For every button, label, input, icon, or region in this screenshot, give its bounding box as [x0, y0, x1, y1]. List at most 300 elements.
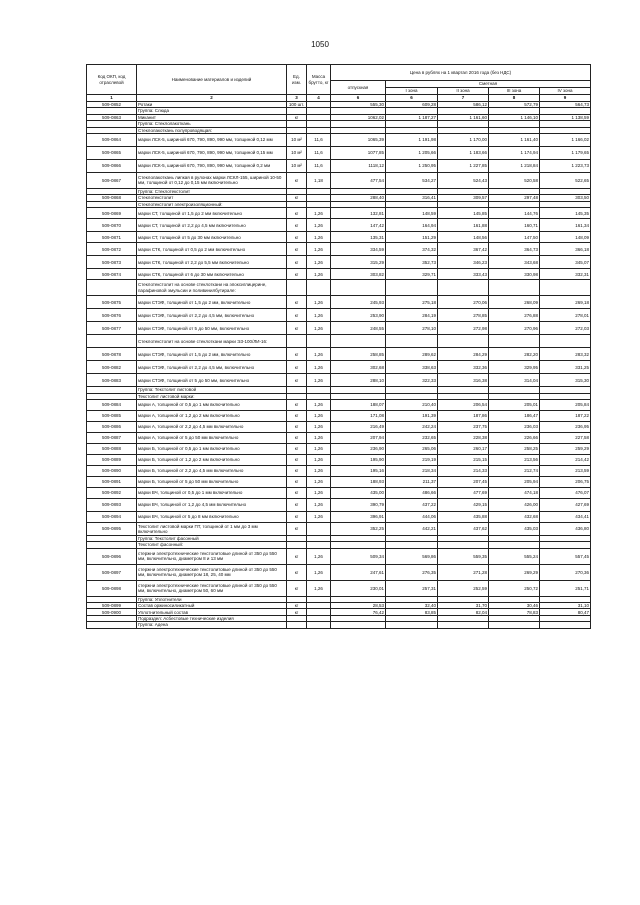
zone-2-price-cell: 346,23 [438, 256, 489, 269]
zone-3-price-cell: 258,25 [489, 443, 540, 454]
header-zone-4: IV зона [540, 88, 591, 95]
code-cell: 509-0875 [87, 296, 137, 309]
zone-2-price-cell: 207,45 [438, 476, 489, 487]
table-row [87, 432, 591, 443]
zone-3-price-cell: 555,24 [489, 548, 540, 564]
zone-1-price-cell: 1 191,98 [386, 133, 438, 146]
release-price-cell: 303,82 [331, 269, 386, 280]
name-cell: марки А, толщиной от 0,5 до 1 мм включительно [137, 399, 287, 410]
zone-2-price-cell: 1 170,00 [438, 133, 489, 146]
code-cell: 509-0888 [87, 443, 137, 454]
page-number: 1050 [311, 40, 329, 49]
table-row [87, 348, 591, 361]
unit-cell: кг [287, 399, 307, 410]
zone-3-price-cell: 572,79 [489, 102, 540, 108]
zone-1-price-cell: 569,86 [386, 548, 438, 564]
mass-cell: 1,26 [307, 580, 331, 596]
zone-3-price-cell: 205,01 [489, 399, 540, 410]
code-cell: 509-0889 [87, 454, 137, 465]
code-cell: 509-0884 [87, 399, 137, 410]
release-price-cell: 1118,12 [331, 159, 386, 172]
release-price-cell: 195,16 [331, 465, 386, 476]
name-cell: марки А, толщиной от 1,2 до 2 мм включительно [137, 410, 287, 421]
mass-cell: 1,26 [307, 432, 331, 443]
zone-4-price-cell: 1 166,02 [540, 133, 591, 146]
table-row [87, 580, 591, 596]
empty-cell [307, 622, 331, 628]
mass-cell: 1,26 [307, 208, 331, 219]
group-title: Группа: Адена [137, 622, 287, 628]
table-row [87, 361, 591, 374]
name-cell: Уплотнительный состав [137, 609, 287, 615]
unit-cell: кг [287, 511, 307, 522]
name-cell: марки Б, толщиной от 5 до 50 мм включительно [137, 476, 287, 487]
group-title: Группа: Стеклотекстолит [137, 188, 287, 194]
mass-cell: 1,26 [307, 476, 331, 487]
zone-3-price-cell: 186,47 [489, 410, 540, 421]
code-cell: 509-0869 [87, 208, 137, 219]
code-cell: 509-0899 [87, 603, 137, 609]
table-row [87, 269, 591, 280]
zone-4-price-cell: 1 179,65 [540, 146, 591, 159]
zone-2-price-cell: 367,42 [438, 243, 489, 256]
zone-2-price-cell: 278,85 [438, 309, 489, 322]
unit-cell: кг [287, 487, 307, 498]
release-price-cell: 188,07 [331, 399, 386, 410]
zone-4-price-cell: 187,22 [540, 410, 591, 421]
name-cell: стержни электротехнические текстолитовые длиной от 350 до 550 мм, включительно, диаметром 50, 60 мм [137, 580, 287, 596]
empty-cell [540, 280, 591, 296]
group-title: Стеклотекстолит электроизоляционный: [137, 201, 287, 207]
unit-cell: кг [287, 309, 307, 322]
zone-4-price-cell: 227,58 [540, 432, 591, 443]
zone-4-price-cell: 1 223,73 [540, 159, 591, 172]
release-price-cell: 230,01 [331, 580, 386, 596]
mass-cell: 1,26 [307, 421, 331, 432]
zone-1-price-cell: 289,62 [386, 348, 438, 361]
group-title: Стеклотекстолит на основе стеклоткани на эпоксиглицерине, парафиновой эмульсии и поливинилбутирале: [137, 280, 287, 296]
release-price-cell: 315,29 [331, 256, 386, 269]
zone-2-price-cell: 437,62 [438, 522, 489, 535]
table-row [87, 146, 591, 159]
zone-1-price-cell: 242,24 [386, 421, 438, 432]
code-cell: 509-0896 [87, 548, 137, 564]
zone-1-price-cell: 191,39 [386, 410, 438, 421]
zone-3-price-cell: 30,46 [489, 603, 540, 609]
table-row [87, 296, 591, 309]
column-number: 4 [307, 95, 331, 102]
name-cell: Стеклотекстолит [137, 195, 287, 201]
mass-cell: 11,6 [307, 159, 331, 172]
zone-2-price-cell: 429,15 [438, 498, 489, 511]
unit-cell: кг [287, 580, 307, 596]
unit-cell: кг [287, 498, 307, 511]
empty-cell [540, 622, 591, 628]
code-cell: 509-0890 [87, 465, 137, 476]
zone-3-price-cell: 343,68 [489, 256, 540, 269]
zone-4-price-cell: 476,07 [540, 487, 591, 498]
zone-1-price-cell: 210,40 [386, 399, 438, 410]
zone-2-price-cell: 31,70 [438, 603, 489, 609]
price-table [86, 64, 591, 629]
release-price-cell: 396,91 [331, 511, 386, 522]
zone-1-price-cell: 219,19 [386, 454, 438, 465]
group-title: Стеклолакоткань полупроводящая: [137, 127, 287, 133]
code-cell: 509-0863 [87, 114, 137, 120]
empty-cell [386, 280, 438, 296]
code-cell: 509-0898 [87, 580, 137, 596]
zone-3-price-cell: 282,20 [489, 348, 540, 361]
zone-3-price-cell: 364,73 [489, 243, 540, 256]
release-price-cell: 132,81 [331, 208, 386, 219]
zone-1-price-cell: 374,32 [386, 243, 438, 256]
mass-cell: 1,26 [307, 564, 331, 580]
name-cell: марки СТЭФ, толщиной от 2,2 до 4,5 мм, включительно [137, 309, 287, 322]
unit-cell: кг [287, 172, 307, 188]
name-cell: Стеклолакоткань липкая в рулонах марки ЛСКЛ-155, шириной 10-50 мм, толщиной от 0,12 до 0,15 мм включительно [137, 172, 287, 188]
header-estimate: Сметная [386, 81, 591, 88]
zone-2-price-cell: 252,59 [438, 580, 489, 596]
name-cell: Ротаки [137, 102, 287, 108]
zone-1-price-cell: 265,06 [386, 443, 438, 454]
name-cell: марки ВЧ, толщиной от 0,5 до 1 мм включительно [137, 487, 287, 498]
release-price-cell: 258,85 [331, 348, 386, 361]
zone-3-price-cell: 520,58 [489, 172, 540, 188]
code-cell: 509-0876 [87, 309, 137, 322]
mass-cell: 1,26 [307, 410, 331, 421]
unit-cell: кг [287, 208, 307, 219]
zone-3-price-cell: 160,71 [489, 219, 540, 232]
unit-cell: кг [287, 603, 307, 609]
table-row [87, 522, 591, 535]
zone-4-price-cell: 148,09 [540, 232, 591, 243]
group-row [87, 280, 591, 296]
header-unit: Ед. изм. [287, 65, 307, 95]
header-price-group: Цена в рублях на 1 квартал 2016 года (без НДС) [331, 65, 591, 81]
zone-1-price-cell: 284,19 [386, 309, 438, 322]
code-cell: 509-0886 [87, 421, 137, 432]
release-price-cell: 302,68 [331, 361, 386, 374]
release-price-cell: 1062,02 [331, 114, 386, 120]
code-cell: 509-0882 [87, 361, 137, 374]
code-cell: 509-0873 [87, 256, 137, 269]
name-cell: марки Б, толщиной от 0,5 до 1 мм включительно [137, 443, 287, 454]
zone-2-price-cell: 271,28 [438, 564, 489, 580]
table-row [87, 454, 591, 465]
code-cell: 509-0893 [87, 498, 137, 511]
name-cell: марки А, толщиной от 2,2 до 4,5 мм включительно [137, 421, 287, 432]
release-price-cell: 390,79 [331, 498, 386, 511]
mass-cell: 1,26 [307, 322, 331, 335]
zone-2-price-cell: 272,98 [438, 322, 489, 335]
zone-2-price-cell: 228,38 [438, 432, 489, 443]
release-price-cell: 135,31 [331, 232, 386, 243]
name-cell: марки А, толщиной от 5 до 50 мм включительно [137, 432, 287, 443]
zone-1-price-cell: 534,27 [386, 172, 438, 188]
code-cell: 509-0895 [87, 522, 137, 535]
name-cell: марки ЛСК-5, шириной 670, 790, 890, 990 мм, толщиной 0,2 мм [137, 159, 287, 172]
table-row [87, 465, 591, 476]
zone-1-price-cell: 1 187,27 [386, 114, 438, 120]
zone-3-price-cell: 330,98 [489, 269, 540, 280]
zone-3-price-cell: 474,18 [489, 487, 540, 498]
unit-cell: кг [287, 548, 307, 564]
unit-cell: кг [287, 232, 307, 243]
header-zone-2: II зона [438, 88, 489, 95]
code-cell [87, 622, 137, 628]
zone-4-price-cell: 206,75 [540, 476, 591, 487]
release-price-cell: 477,54 [331, 172, 386, 188]
empty-cell [386, 622, 438, 628]
empty-cell [438, 335, 489, 348]
release-price-cell: 288,40 [331, 195, 386, 201]
mass-cell: 1,26 [307, 399, 331, 410]
zone-1-price-cell: 151,29 [386, 232, 438, 243]
zone-3-price-cell: 226,66 [489, 432, 540, 443]
column-number: 9 [540, 95, 591, 102]
zone-1-price-cell: 352,73 [386, 256, 438, 269]
release-price-cell: 1077,85 [331, 146, 386, 159]
name-cell: марки СТЭФ, толщиной от 1,5 до 2 мм, включительно [137, 348, 287, 361]
release-price-cell: 216,49 [331, 421, 386, 432]
zone-4-price-cell: 345,07 [540, 256, 591, 269]
zone-4-price-cell: 1 138,59 [540, 114, 591, 120]
release-price-cell: 76,42 [331, 609, 386, 615]
zone-2-price-cell: 316,38 [438, 374, 489, 387]
mass-cell: 11,6 [307, 133, 331, 146]
name-cell: марки СТ, толщиной от 1,5 до 2 мм включительно [137, 208, 287, 219]
unit-cell: кг [287, 609, 307, 615]
zone-4-price-cell: 31,10 [540, 603, 591, 609]
zone-3-price-cell: 268,09 [489, 296, 540, 309]
unit-cell: кг [287, 243, 307, 256]
column-number: 1 [87, 95, 137, 102]
table-row [87, 243, 591, 256]
zone-3-price-cell: 213,56 [489, 454, 540, 465]
table-row [87, 476, 591, 487]
zone-1-price-cell: 278,10 [386, 322, 438, 335]
zone-3-price-cell: 432,68 [489, 511, 540, 522]
zone-3-price-cell: 1 174,94 [489, 146, 540, 159]
release-price-cell: 352,25 [331, 522, 386, 535]
column-number: 6 [386, 95, 438, 102]
zone-2-price-cell: 214,33 [438, 465, 489, 476]
zone-4-price-cell: 522,65 [540, 172, 591, 188]
name-cell: марки ЛСК-5, шириной 670, 790, 890, 990 мм, толщиной 0,12 мм [137, 133, 287, 146]
zone-3-price-cell: 147,50 [489, 232, 540, 243]
zone-1-price-cell: 329,71 [386, 269, 438, 280]
empty-cell [307, 335, 331, 348]
group-title: Подраздел: Асбестовые технические изделия [137, 615, 287, 621]
header-zone-3: III зона [489, 88, 540, 95]
zone-2-price-cell: 333,43 [438, 269, 489, 280]
zone-4-price-cell: 161,34 [540, 219, 591, 232]
zone-4-price-cell: 332,31 [540, 269, 591, 280]
header-release-price: отпускная [331, 81, 386, 95]
zone-4-price-cell: 331,25 [540, 361, 591, 374]
zone-4-price-cell: 145,35 [540, 208, 591, 219]
group-title: Группа: Текстолит фасонный [137, 535, 287, 541]
column-number-row [87, 95, 591, 102]
table-row [87, 172, 591, 188]
release-price-cell: 171,08 [331, 410, 386, 421]
unit-cell: кг [287, 374, 307, 387]
table-row [87, 498, 591, 511]
empty-cell [489, 280, 540, 296]
header-name: Наименование материалов и изделий [137, 65, 287, 95]
name-cell: марки СТК, толщиной от 0,5 до 2 мм включительно [137, 243, 287, 256]
name-cell: марки СТ, толщиной от 2,2 до 4,5 мм включительно [137, 219, 287, 232]
zone-4-price-cell: 270,36 [540, 564, 591, 580]
table-row [87, 511, 591, 522]
unit-cell: кг [287, 296, 307, 309]
zone-4-price-cell: 214,42 [540, 454, 591, 465]
code-cell: 509-0874 [87, 269, 137, 280]
zone-2-price-cell: 260,17 [438, 443, 489, 454]
unit-cell: кг [287, 421, 307, 432]
unit-cell: кг [287, 432, 307, 443]
zone-2-price-cell: 215,15 [438, 454, 489, 465]
zone-2-price-cell: 332,36 [438, 361, 489, 374]
zone-1-price-cell: 32,40 [386, 603, 438, 609]
name-cell: марки СТЭФ, толщиной от 5 до 50 мм, включительно [137, 374, 287, 387]
code-cell: 509-0883 [87, 374, 137, 387]
zone-3-price-cell: 1 218,84 [489, 159, 540, 172]
mass-cell: 1,26 [307, 465, 331, 476]
table-row [87, 399, 591, 410]
empty-cell [540, 335, 591, 348]
mass-cell: 1,18 [307, 172, 331, 188]
group-title: Группа: Уплотнители [137, 596, 287, 602]
name-cell: Состав оржиносиликатный [137, 603, 287, 609]
zone-2-price-cell: 309,57 [438, 195, 489, 201]
release-price-cell: 253,90 [331, 309, 386, 322]
zone-3-price-cell: 276,88 [489, 309, 540, 322]
code-cell: 509-0852 [87, 102, 137, 108]
group-title: Стеклотекстолит на основе стеклоткани марки ЭЗ-100/ЛИ-16: [137, 335, 287, 348]
zone-1-price-cell: 1 250,95 [386, 159, 438, 172]
zone-1-price-cell: 609,28 [386, 102, 438, 108]
code-cell: 509-0871 [87, 232, 137, 243]
zone-1-price-cell: 232,65 [386, 432, 438, 443]
zone-4-price-cell: 366,18 [540, 243, 591, 256]
group-row [87, 622, 591, 628]
mass-cell [307, 522, 331, 535]
code-cell: 509-0865 [87, 146, 137, 159]
zone-3-price-cell: 314,04 [489, 374, 540, 387]
mass-cell: 1,26 [307, 548, 331, 564]
zone-2-price-cell: 145,85 [438, 208, 489, 219]
zone-2-price-cell: 148,56 [438, 232, 489, 243]
zone-4-price-cell: 436,80 [540, 522, 591, 535]
name-cell: марки Б, толщиной от 1,2 до 2 мм включительно [137, 454, 287, 465]
zone-2-price-cell: 1 183,66 [438, 146, 489, 159]
table-row [87, 219, 591, 232]
name-cell: марки Б, толщиной от 2,2 до 4,5 мм включительно [137, 465, 287, 476]
code-cell: 509-0887 [87, 432, 137, 443]
unit-cell: кг [287, 256, 307, 269]
zone-3-price-cell: 297,48 [489, 195, 540, 201]
table-row [87, 208, 591, 219]
name-cell: марки СТЭФ, толщиной от 5 до 50 мм, включительно [137, 322, 287, 335]
release-price-cell: 195,90 [331, 454, 386, 465]
empty-cell [287, 622, 307, 628]
mass-cell: 11,6 [307, 146, 331, 159]
zone-4-price-cell: 205,84 [540, 399, 591, 410]
column-number: 8 [489, 95, 540, 102]
zone-4-price-cell: 278,01 [540, 309, 591, 322]
zone-4-price-cell: 564,73 [540, 102, 591, 108]
code-cell [87, 335, 137, 348]
zone-3-price-cell: 250,72 [489, 580, 540, 596]
name-cell: марки СТК, толщиной от 6 до 30 мм включительно [137, 269, 287, 280]
group-title: Группа: Слюда [137, 108, 287, 114]
zone-3-price-cell: 329,95 [489, 361, 540, 374]
empty-cell [489, 335, 540, 348]
code-cell: 509-0885 [87, 410, 137, 421]
release-price-cell: 147,42 [331, 219, 386, 232]
table-row [87, 443, 591, 454]
zone-4-price-cell: 251,71 [540, 580, 591, 596]
unit-cell: кг [287, 476, 307, 487]
zone-4-price-cell: 557,45 [540, 548, 591, 564]
table-row [87, 374, 591, 387]
zone-3-price-cell: 1 161,40 [489, 133, 540, 146]
release-price-cell: 207,94 [331, 432, 386, 443]
release-price-cell: 334,59 [331, 243, 386, 256]
name-cell: марки СТК, толщиной от 2,2 до 5,5 мм включительно [137, 256, 287, 269]
table-row [87, 564, 591, 580]
code-cell: 509-0867 [87, 172, 137, 188]
zone-4-price-cell: 80,47 [540, 609, 591, 615]
zone-1-price-cell: 1 205,66 [386, 146, 438, 159]
empty-cell [287, 335, 307, 348]
group-title: Текстолит фасонный: [137, 542, 287, 548]
table-row [87, 133, 591, 146]
zone-1-price-cell: 164,94 [386, 219, 438, 232]
zone-1-price-cell: 211,37 [386, 476, 438, 487]
empty-cell [331, 622, 386, 628]
group-title: Текстолит листовой марки: [137, 393, 287, 399]
release-price-cell: 288,10 [331, 374, 386, 387]
zone-4-price-cell: 283,32 [540, 348, 591, 361]
unit-cell: кг [287, 454, 307, 465]
empty-cell [438, 280, 489, 296]
empty-cell [331, 335, 386, 348]
name-cell: марки ВЧ, толщиной от 1,2 до 4,5 мм включительно [137, 498, 287, 511]
unit-cell: кг [287, 322, 307, 335]
unit-cell: кг [287, 114, 307, 120]
release-price-cell: 247,61 [331, 564, 386, 580]
zone-1-price-cell: 148,59 [386, 208, 438, 219]
mass-cell: 1,26 [307, 454, 331, 465]
mass-cell: 1,26 [307, 498, 331, 511]
unit-cell: кг [287, 410, 307, 421]
column-number: 7 [438, 95, 489, 102]
table-row [87, 256, 591, 269]
mass-cell: 1,26 [307, 296, 331, 309]
zone-2-price-cell: 559,35 [438, 548, 489, 564]
zone-2-price-cell: 270,06 [438, 296, 489, 309]
zone-2-price-cell: 524,43 [438, 172, 489, 188]
name-cell: Миканит [137, 114, 287, 120]
table-row [87, 421, 591, 432]
zone-4-price-cell: 269,18 [540, 296, 591, 309]
code-cell: 509-0900 [87, 609, 137, 615]
table-row [87, 159, 591, 172]
code-cell: 509-0868 [87, 195, 137, 201]
table-row [87, 309, 591, 322]
